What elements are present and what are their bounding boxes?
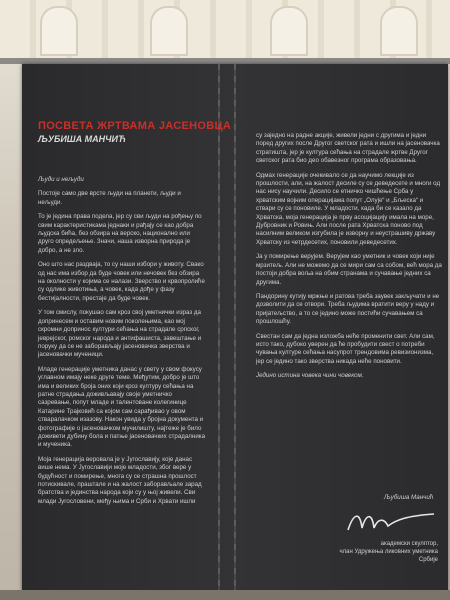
- floor: [0, 590, 450, 600]
- arched-window: [150, 6, 188, 56]
- building-facade: [0, 0, 450, 62]
- paragraph: су заједно на радне акције, живели једни с другима и једни поред других после Другог светског рата и ишли на јасеновачка стратишта, јер је култура сећања на страдале жртве Другог светског рата био део обавезног програма образовања.: [256, 132, 440, 165]
- handwritten-signature: [344, 506, 440, 536]
- paragraph: Оно што нас раздваја, то су наши избори у животу. Свако од нас има избор да буде човек или нечовек без обзира на околности у којима се налази. Зверство и крвопролиће су одлике животиња, а човек, када дође у фазу бестијалности, престаје да буде човек.: [38, 261, 205, 302]
- paragraph: Постоје само две врсте људи на планети, људи и нељуди.: [38, 190, 181, 206]
- poster-title: ПОСВЕТА ЖРТВАМА ЈАСЕНОВЦА: [38, 120, 232, 132]
- paragraph: То је једина права подела, јер су сви људи на рођењу по свим карактеристикама једнаки и рађају се као добра људска бића, без обзира на верско, национално или друго опредељење. Значи, наша изворна природа је добро, а не зло.: [38, 213, 202, 254]
- paragraph: Једино истина човека чини човеком.: [256, 372, 364, 380]
- paragraph: Људи и нељуди: [38, 176, 84, 183]
- memorial-poster: [22, 64, 448, 592]
- left-text-column: [38, 176, 206, 512]
- author-credit: [328, 540, 438, 564]
- credit-line: академски скулптор,: [380, 541, 438, 547]
- arched-window: [270, 6, 308, 56]
- paragraph: Моја генерација веровала је у Југославију, које данас више нема. У Југославији моје младости, због вере у будућност и помирење, многа су се страшна прошлост потискивале, праштале и на жалост заборављале зарад братства и јединства народа који су у њој живели. Сви млади Југословени, међу њима и Срби и Хрвати ишли: [38, 455, 202, 505]
- poster-author: ЉУБИША МАНЧИЋ: [38, 134, 126, 144]
- paragraph: Пандорину кутију мржње и ратова треба заувек закључати и не дозволити да се отвори. Треба људима вратити веру у наду и пријатељство, а то се једино може постићи сучавањем са прошлошћу.: [256, 292, 440, 326]
- arched-window: [40, 6, 78, 56]
- paragraph: Младе генерације уметника данас у свету у свом фокусу углавном имају неке друге теме. Међутим, добро је што има и великих броја оних који кроз културу сећања на ратне страдања доживљавају своје уметничко сазревање, попут младе и талентоване колегинице Катарине Трајковић са којом сам сарађивао у овом стваралачком изазову. Након увида у бројна документа и фотографије о јасеновачком мучилишту, најтеже је било доживети дубину бола и патње јасеновачких страдалника и мученика.: [38, 365, 206, 449]
- arched-window: [380, 6, 418, 56]
- paragraph: Одмах генерације очекивало се да научимо лекције из прошлости, али, на жалост десиле су се деведесете и многи од нас нису научили. Десило се етничко чишћење Срба у хрватским војним операцијама попут „Олује“ и „Бљеска“ и ствари су се поновиле. У младости, када би се казало да Хрватска, моја генерација је прву асоцијацију имала на море, Дубровник и Ровињ. Али после рата Хрватска поново под насилним великом изгубила је изворну и неустрашиву државу Хрватску из четрдесетих, поновили деведесетих.: [256, 171, 441, 246]
- credit-line: члан Удружења ликовних уметника Србије: [339, 549, 438, 563]
- paragraph: Свестан сам да једна изложба неће променити свет. Али сам, исто тако, дубоко уверен да ће пробудити свест о потреби чувања културе сећања насупрот трендовима ревизионизма, јер се једино тако зверства никада неће поновити.: [256, 332, 435, 365]
- barbed-wire-graphic: [234, 64, 236, 592]
- barbed-wire-graphic: [218, 64, 220, 592]
- paragraph: Ја у помирење верујем. Верујем као уметник и човек који није мрзитељ. Али не можемо да се мири сам са собом, већ мора да постоји добра воља на обим странама и сучавање једних са другима.: [256, 253, 442, 286]
- paragraph: У том смислу, покушао сам кроз свој уметнички израз да допринесем и оставим новим поколењима, као мој скромни допринос култури сећања на страдале српског, јеврејског, ромског народа и антифашиста, завештање и поруку да се не заборављају јасеновачка зверства и јасеновачки мученици.: [38, 309, 202, 359]
- right-text-column: [256, 132, 442, 387]
- signature-name: Љубиша Манчић: [384, 494, 434, 501]
